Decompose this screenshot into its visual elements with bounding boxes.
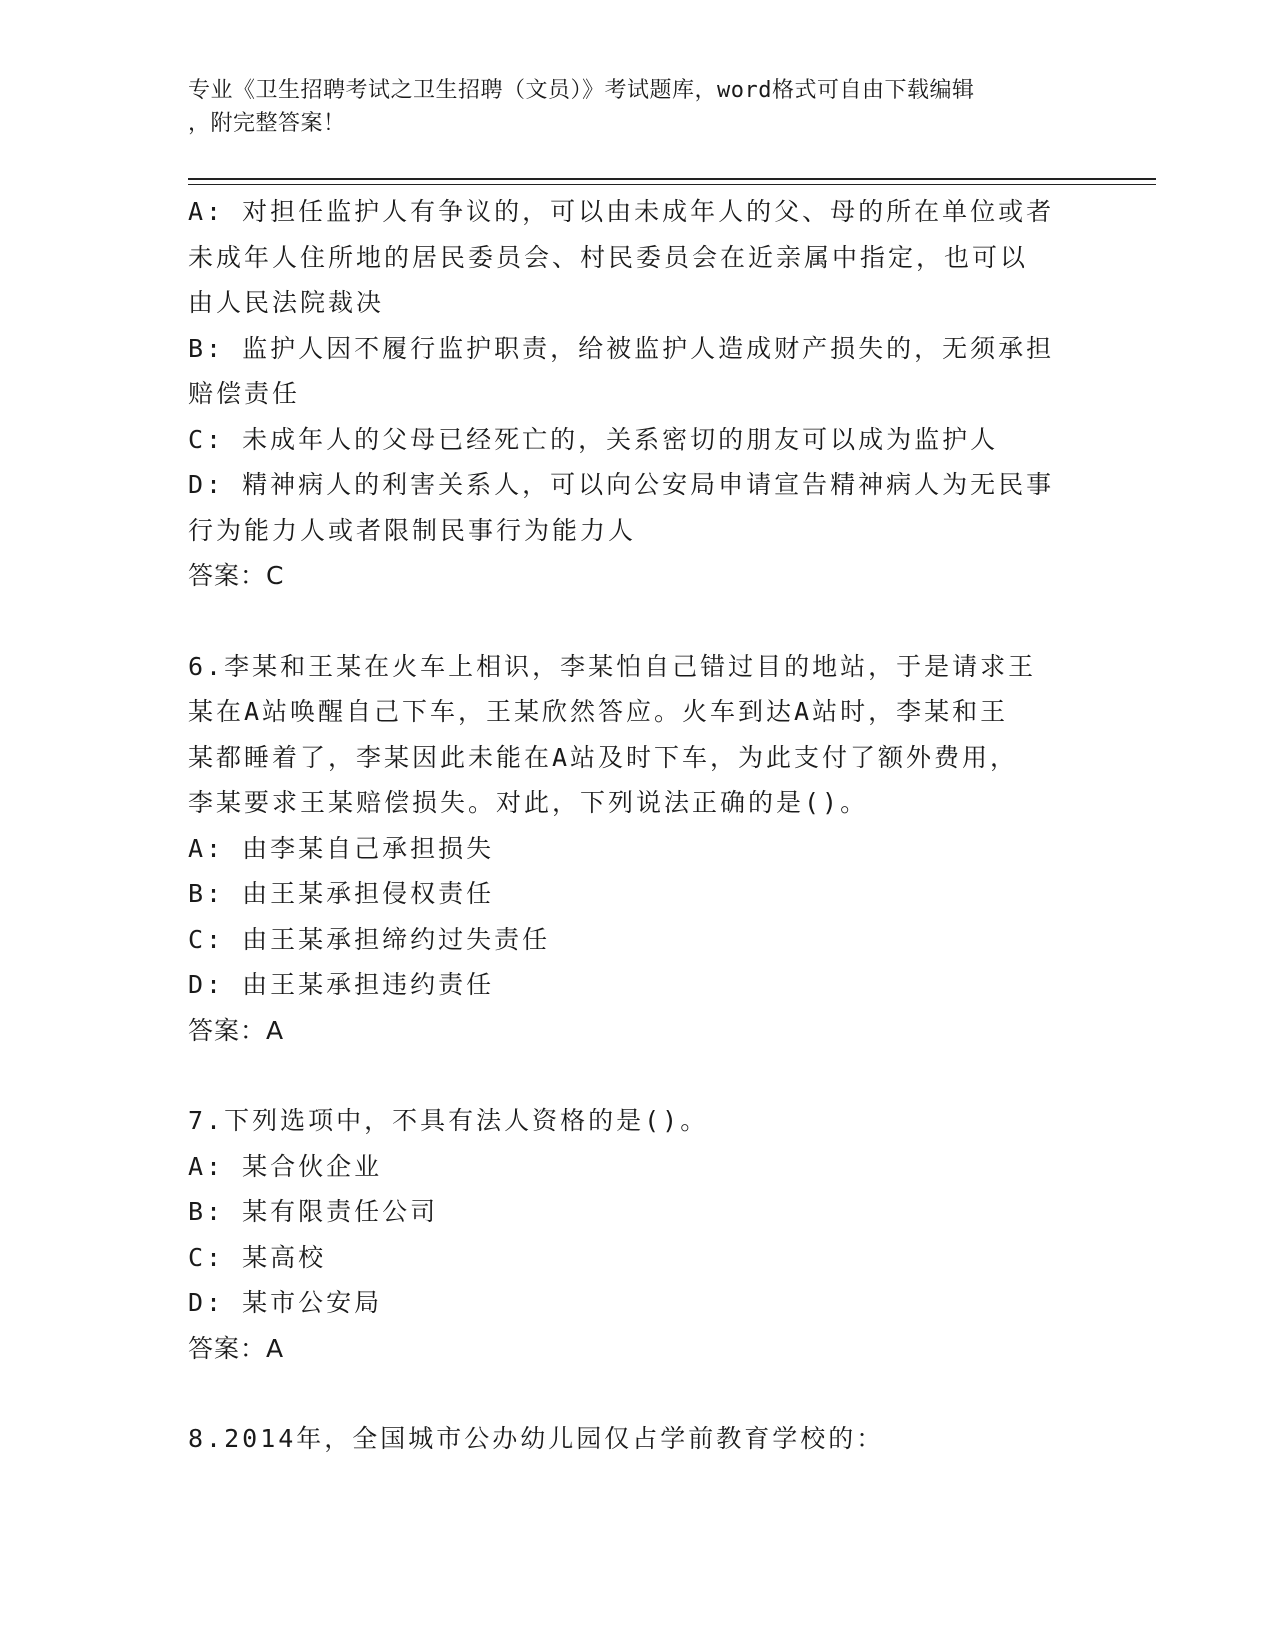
q6-option-d: D: 由王某承担违约责任 xyxy=(188,970,495,999)
q5-option-d-line-2: 行为能力人或者限制民事行为能力人 xyxy=(188,515,637,545)
q7-option-b: B: 某有限责任公司 xyxy=(188,1197,439,1226)
q5-option-d-line-1: D: 精神病人的利害关系人，可以向公安局申请宣告精神病人为无民事 xyxy=(188,470,1055,499)
q5-option-c: C: 未成年人的父母已经死亡的，关系密切的朋友可以成为监护人 xyxy=(188,424,999,454)
q5-option-a-line-1: A: 对担任监护人有争议的，可以由未成年人的父、母的所在单位或者 xyxy=(188,197,1055,226)
question-8 xyxy=(188,1416,1088,1462)
spacer xyxy=(188,599,1088,644)
q5-option-b-line-1: B: 监护人因不履行监护职责，给被监护人造成财产损失的，无须承担 xyxy=(188,333,1055,363)
header-rule-thin xyxy=(188,184,1156,185)
q7-option-a: A: 某合伙企业 xyxy=(188,1151,383,1181)
header-line-1: 专业《卫生招聘考试之卫生招聘（文员）》考试题库，word格式可自由下载编辑 xyxy=(188,78,975,103)
q6-option-c: C: 由王某承担缔约过失责任 xyxy=(188,924,551,954)
header-rule-thick xyxy=(188,178,1156,180)
document-header xyxy=(188,74,1088,140)
spacer xyxy=(188,1053,1088,1098)
q8-stem: 8.2014年，全国城市公办幼儿园仅占学前教育学校的： xyxy=(188,1424,885,1453)
spacer xyxy=(188,1371,1088,1416)
q6-stem-line-1: 6.李某和王某在火车上相识，李某怕自己错过目的地站，于是请求王 xyxy=(188,651,1037,681)
q6-option-a: A: 由李某自己承担损失 xyxy=(188,833,495,863)
q6-stem-line-3: 某都睡着了，李某因此未能在A站及时下车，为此支付了额外费用， xyxy=(188,742,1019,772)
q6-option-b: B: 由王某承担侵权责任 xyxy=(188,879,495,908)
question-5 xyxy=(188,189,1088,599)
q5-option-a-line-2: 未成年人住所地的居民委员会、村民委员会在近亲属中指定，也可以 xyxy=(188,242,1029,272)
q5-option-a-line-3: 由人民法院裁决 xyxy=(188,288,385,317)
q6-stem-line-4: 李某要求王某赔偿损失。对此，下列说法正确的是()。 xyxy=(188,788,869,817)
q7-answer: 答案：A xyxy=(188,1333,285,1363)
q5-answer: 答案：C xyxy=(188,561,285,590)
q7-stem: 7.下列选项中，不具有法人资格的是()。 xyxy=(188,1106,709,1135)
question-7 xyxy=(188,1098,1088,1371)
q5-option-b-line-2: 赔偿责任 xyxy=(188,379,301,408)
q7-option-c: C: 某高校 xyxy=(188,1242,327,1272)
q7-option-d: D: 某市公安局 xyxy=(188,1288,383,1317)
q6-stem-line-2: 某在A站唤醒自己下车，王某欣然答应。火车到达A站时，李某和王 xyxy=(188,697,1009,726)
header-line-2: ，附完整答案！ xyxy=(188,111,346,136)
question-6 xyxy=(188,644,1088,1054)
q6-answer: 答案：A xyxy=(188,1015,285,1045)
question-content xyxy=(188,189,1088,1462)
